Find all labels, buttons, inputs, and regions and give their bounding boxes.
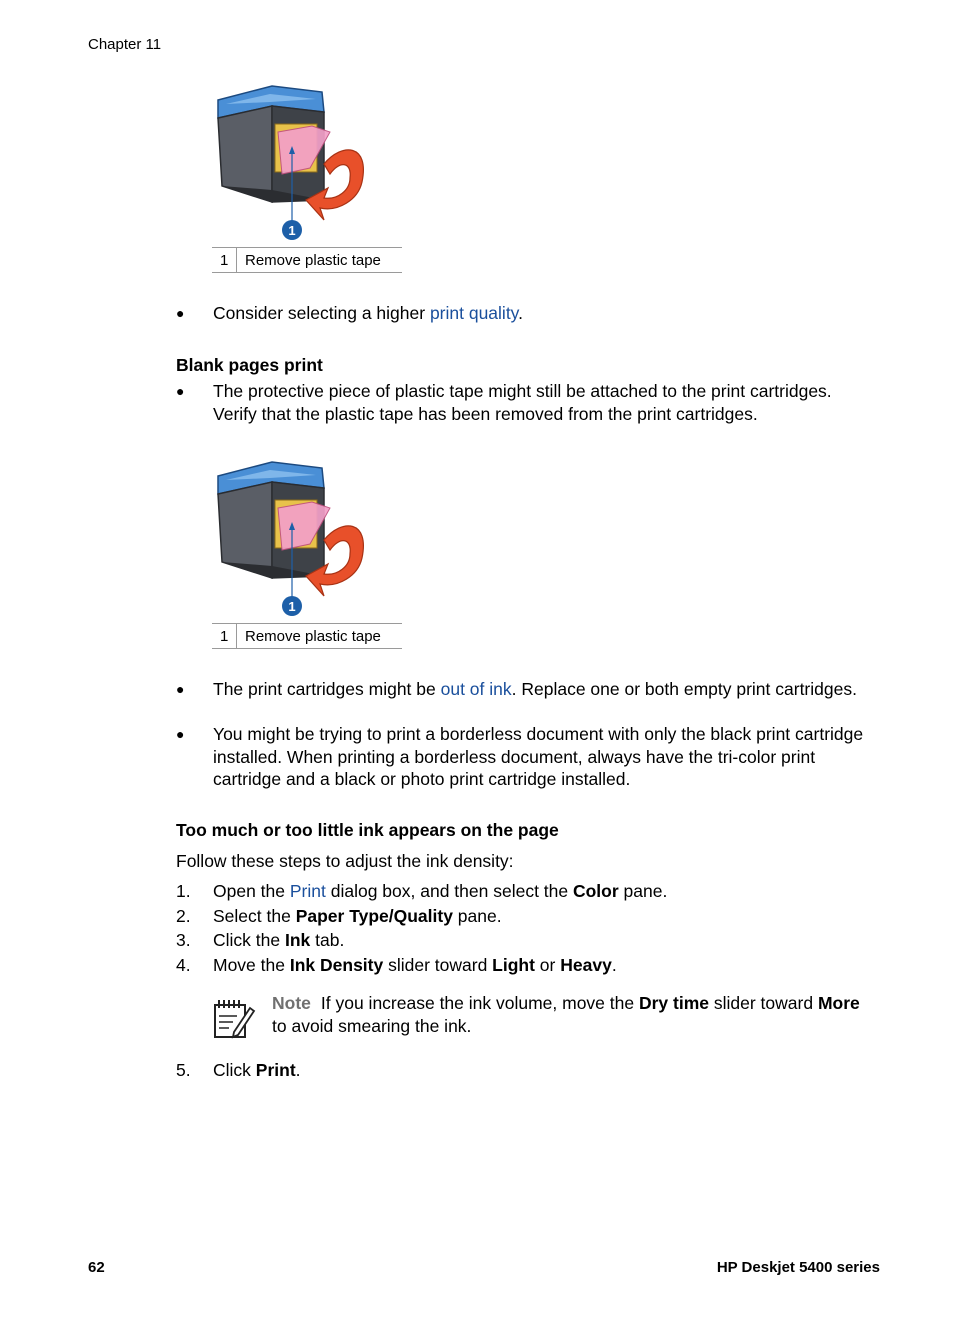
step-item: 2. Select the Paper Type/Quality pane. xyxy=(176,906,502,926)
note-label: Note xyxy=(272,993,311,1013)
step-item: 5. Click Print. xyxy=(176,1060,301,1080)
figure-caption-table xyxy=(212,623,402,649)
caption-text: Remove plastic tape xyxy=(245,627,381,645)
bullet-icon: ● xyxy=(176,383,185,399)
list-item: ● The print cartridges might be out of ink. Replace one or both empty print cartridges. xyxy=(176,679,857,699)
list-item: ● Consider selecting a higher print quality. xyxy=(176,303,524,323)
step-item: 1. Open the Print dialog box, and then select the Color pane. xyxy=(176,881,668,901)
cartridge-illustration xyxy=(212,458,402,623)
cartridge-figure-1 xyxy=(212,82,402,273)
note-pad-icon xyxy=(212,996,256,1045)
callout-number: 1 xyxy=(288,223,296,238)
print-dialog-link[interactable]: Print xyxy=(289,881,326,901)
out-of-ink-link[interactable]: out of ink xyxy=(440,679,512,699)
step-item: 4. Move the Ink Density slider toward Light or Heavy. xyxy=(176,955,617,975)
cartridge-illustration xyxy=(212,82,402,247)
page-number: 62 xyxy=(88,1259,105,1276)
step-item: 3. Click the Ink tab. xyxy=(176,930,345,950)
figure-caption-table xyxy=(212,247,402,273)
callout-number: 1 xyxy=(288,599,296,614)
note-box: Note If you increase the ink volume, move the Dry time slider toward More to avoid smearing the ink. xyxy=(212,992,872,1038)
list-item: ● The protective piece of plastic tape might still be attached to the print cartridges. Verify that the plastic tape has been removed from the print cartridges. xyxy=(176,381,832,424)
footer-product-name: HP Deskjet 5400 series xyxy=(716,1259,880,1276)
caption-number: 1 xyxy=(212,624,237,649)
bullet-icon: ● xyxy=(176,681,185,697)
print-quality-link[interactable]: print quality xyxy=(429,303,519,323)
caption-text: Remove plastic tape xyxy=(245,251,381,269)
bullet-icon: ● xyxy=(176,305,185,321)
intro-paragraph: Follow these steps to adjust the ink density: xyxy=(176,851,514,871)
caption-number: 1 xyxy=(212,248,237,273)
section-heading-blank-pages: Blank pages print xyxy=(176,355,323,375)
list-item: ● You might be trying to print a borderless document with only the black print cartridge installed. When printing a borderless document, always have the tri-color print cartridge and a black or photo print cartridge installed. xyxy=(176,724,864,789)
cartridge-figure-2 xyxy=(212,458,402,649)
section-heading-ink: Too much or too little ink appears on the page xyxy=(176,820,559,840)
running-head: Chapter 11 xyxy=(88,36,162,53)
bullet-icon: ● xyxy=(176,726,185,742)
